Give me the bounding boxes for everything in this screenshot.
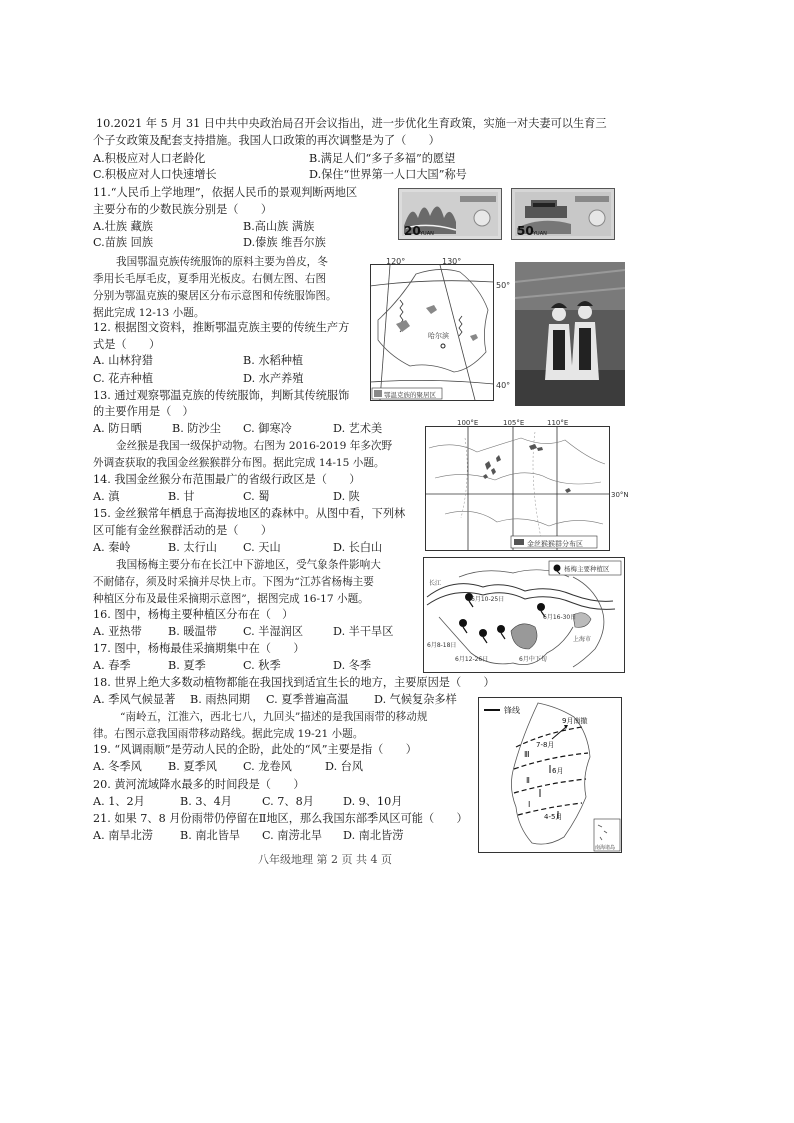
q19-option-d: D. 台风 <box>325 760 364 773</box>
rainbelt-label-september: 9月南撤 <box>562 717 588 725</box>
rainbelt-zone-1: Ⅰ <box>528 800 531 809</box>
q10-stem-cont: 个子女政策及配套支持措施。我国人口政策的再次调整是为了（ ） <box>93 134 440 147</box>
q15-option-b: B. 太行山 <box>168 541 217 554</box>
ewenki-map-city: 哈尔滨 <box>428 332 449 340</box>
q15-option-a: A. 秦岭 <box>93 541 131 554</box>
q16-stem: 16. 图中，杨梅主要种植区分布在（ ） <box>93 608 294 621</box>
monkey-lon-105: 105°E <box>503 419 525 427</box>
bayberry-date-3: 6月12-26日 <box>455 656 489 663</box>
q10-option-b: B.满足人们“多子多福”的愿望 <box>309 152 456 165</box>
q15-option-d: D. 长白山 <box>333 541 383 554</box>
page-footer-clip <box>0 851 794 866</box>
bayberry-planting-map <box>423 557 625 673</box>
q19-option-b: B. 夏季风 <box>168 760 217 773</box>
q12-option-a: A. 山林狩猎 <box>93 354 153 367</box>
q21-option-d: D. 南北皆涝 <box>343 829 404 842</box>
q10-option-c: C.积极应对人口快速增长 <box>93 168 217 181</box>
ewenki-costume-photo <box>515 262 625 406</box>
q14-stem: 14. 我国金丝猴分布范围最广的省级行政区是（ ） <box>93 473 361 486</box>
q21-option-b: B. 南北皆旱 <box>180 829 241 842</box>
banknote-50-image <box>511 188 615 240</box>
q19-stem: 19. “风调雨顺”是劳动人民的企盼，此处的“风”主要是指（ ） <box>93 743 417 756</box>
q16-option-b: B. 暖温带 <box>168 625 217 638</box>
intro-19-21-line2: 律。右图示意我国雨带移动路线。据此完成 19-21 小题。 <box>93 728 364 740</box>
q11-stem: 11.“人民币上学地理”，依据人民币的景观判断两地区 <box>93 186 358 199</box>
bayberry-date-1: 6月10-25日 <box>471 596 505 603</box>
intro-12-13-line1: 我国鄂温克族传统服饰的原料主要为兽皮，冬 <box>116 256 328 268</box>
ewenki-lon-130: 130° <box>442 257 462 266</box>
q17-stem: 17. 图中，杨梅最佳采摘期集中在（ ） <box>93 642 305 655</box>
intro-14-15-line1: 金丝猴是我国一级保护动物。右图为 2016-2019 年多次野 <box>116 440 393 452</box>
q15-stem-cont: 区可能有金丝猴群活动的是（ ） <box>93 524 273 537</box>
golden-monkey-distribution-map <box>425 418 629 552</box>
q20-option-d: D. 9、10月 <box>343 795 403 808</box>
q16-option-a: A. 亚热带 <box>93 625 142 638</box>
q12-option-d: D. 水产养殖 <box>243 372 304 385</box>
q13-stem-cont: 的主要作用是（ ） <box>93 405 194 418</box>
q12-stem-cont: 式是（ ） <box>93 338 161 351</box>
q14-option-b: B. 甘 <box>168 490 195 503</box>
banknote-20-value: 20 <box>404 224 421 238</box>
q10-stem: 10.2021 年 5 月 31 日中共中央政治局召开会议指出，进一步优化生育政策，实施一对夫妻可以生育三 <box>96 117 607 130</box>
q18-option-d: D. 气候复杂多样 <box>374 693 457 706</box>
q13-option-c: C. 御寒冷 <box>243 422 292 435</box>
intro-12-13-line4: 据此完成 12-13 小题。 <box>93 307 205 319</box>
q20-option-c: C. 7、8月 <box>262 795 314 808</box>
q20-stem: 20. 黄河流域降水最多的时间段是（ ） <box>93 778 305 791</box>
q10-option-a: A.积极应对人口老龄化 <box>93 152 206 165</box>
q11-option-b: B.高山族 满族 <box>243 220 315 233</box>
q20-option-b: B. 3、4月 <box>180 795 232 808</box>
q11-option-a: A.壮族 藏族 <box>93 220 153 233</box>
q11-option-d: D.傣族 维吾尔族 <box>243 236 326 249</box>
bayberry-date-2: 6月16-30日 <box>543 614 577 621</box>
q19-option-a: A. 冬季风 <box>93 760 142 773</box>
q13-stem: 13. 通过观察鄂温克族的传统服饰，判断其传统服饰 <box>93 389 350 402</box>
page-footer: 八年级地理 第 2 页 共 4 页 <box>258 853 392 866</box>
monkey-lon-100: 100°E <box>457 419 479 427</box>
intro-12-13-line3: 分别为鄂温克族的聚居区分布示意图和传统服饰图。 <box>93 290 337 302</box>
banknote-50-value: 50 <box>517 224 534 238</box>
q18-option-c: C. 夏季普遍高温 <box>266 693 349 706</box>
banknote-20-image <box>398 188 502 240</box>
q14-option-c: C. 蜀 <box>243 490 270 503</box>
ewenki-lat-50: 50° <box>496 281 511 290</box>
q17-option-b: B. 夏季 <box>168 659 206 672</box>
q13-option-d: D. 艺术美 <box>333 422 383 435</box>
rainbelt-inset-label: 南海诸岛 <box>595 845 616 851</box>
q21-option-c: C. 南涝北旱 <box>262 829 323 842</box>
q17-option-c: C. 秋季 <box>243 659 281 672</box>
q12-option-c: C. 花卉种植 <box>93 372 154 385</box>
q16-option-d: D. 半干旱区 <box>333 625 394 638</box>
q13-option-b: B. 防沙尘 <box>172 422 221 435</box>
banknote-20-unit: YUAN <box>420 231 434 237</box>
q18-stem: 18. 世界上绝大多数动植物都能在我国找到适宜生长的地方，主要原因是（ ） <box>93 676 495 689</box>
rain-belt-movement-map <box>478 697 622 853</box>
bayberry-river: 长江 <box>429 580 442 587</box>
q10-option-d: D.保住“世界第一人口大国”称号 <box>309 168 467 181</box>
ewenki-distribution-map <box>370 257 511 402</box>
intro-16-17-line2: 不耐储存，须及时采摘并尽快上市。下图为“江苏省杨梅主要 <box>93 576 374 588</box>
bayberry-date-5: 6月中下旬 <box>519 656 547 663</box>
bayberry-city: 上海市 <box>573 636 592 643</box>
q18-option-b: B. 雨热同期 <box>190 693 251 706</box>
q14-option-d: D. 陕 <box>333 490 360 503</box>
rainbelt-zone-3: Ⅲ <box>524 750 530 759</box>
intro-14-15-line2: 外调查获取的我国金丝猴猴群分布图。据此完成 14-15 小题。 <box>93 457 385 469</box>
ewenki-map-legend: 鄂温克族的聚居区 <box>384 391 436 399</box>
q18-option-a: A. 季风气候显著 <box>93 693 176 706</box>
intro-16-17-line3: 种植区分布及最佳采摘期示意图”，据图完成 16-17 小题。 <box>93 593 369 605</box>
q16-option-c: C. 半湿润区 <box>243 625 304 638</box>
rainbelt-zone-2: Ⅱ <box>526 776 530 785</box>
q12-stem: 12. 根据图文资料，推断鄂温克族主要的传统生产方 <box>93 321 350 334</box>
q15-stem: 15. 金丝猴常年栖息于高海拔地区的森林中。从图中看，下列林 <box>93 507 406 520</box>
q20-option-a: A. 1、2月 <box>93 795 145 808</box>
rainbelt-label-july-august: 7-8月 <box>536 741 555 749</box>
monkey-map-legend: 金丝猴猴群分布区 <box>527 540 583 548</box>
bayberry-map-legend: 杨梅主要种植区 <box>564 565 610 573</box>
monkey-lat-30: 30°N <box>611 491 629 499</box>
ewenki-lon-120: 120° <box>386 257 406 266</box>
q13-option-a: A. 防日晒 <box>93 422 142 435</box>
ewenki-lat-40: 40° <box>496 381 511 390</box>
q17-option-d: D. 冬季 <box>333 659 372 672</box>
banknote-50-unit: YUAN <box>533 231 547 237</box>
q17-option-a: A. 春季 <box>93 659 131 672</box>
intro-19-21-line1: “南岭五，江淮六，西北七八，九回头”描述的是我国雨带的移动规 <box>120 711 428 723</box>
rainbelt-label-june: 6月 <box>552 767 564 775</box>
rainbelt-legend: 锋线 <box>504 706 520 715</box>
q19-option-c: C. 龙卷风 <box>243 760 292 773</box>
rainbelt-label-april-may: 4-5月 <box>544 813 563 821</box>
q11-stem-cont: 主要分布的少数民族分别是（ ） <box>93 203 273 216</box>
bayberry-date-4: 6月8-18日 <box>427 642 457 649</box>
q11-option-c: C.苗族 回族 <box>93 236 154 249</box>
q21-option-a: A. 南旱北涝 <box>93 829 153 842</box>
q12-option-b: B. 水稻种植 <box>243 354 304 367</box>
intro-16-17-line1: 我国杨梅主要分布在长江中下游地区，受气象条件影响大 <box>116 559 381 571</box>
monkey-lon-110: 110°E <box>547 419 569 427</box>
q21-stem: 21. 如果 7、8 月份雨带仍停留在Ⅱ地区，那么我国东部季风区可能（ ） <box>93 812 468 825</box>
intro-12-13-line2: 季用长毛厚毛皮，夏季用光板皮。右侧左图、右图 <box>93 273 327 285</box>
q15-option-c: C. 天山 <box>243 541 281 554</box>
q14-option-a: A. 滇 <box>93 490 120 503</box>
